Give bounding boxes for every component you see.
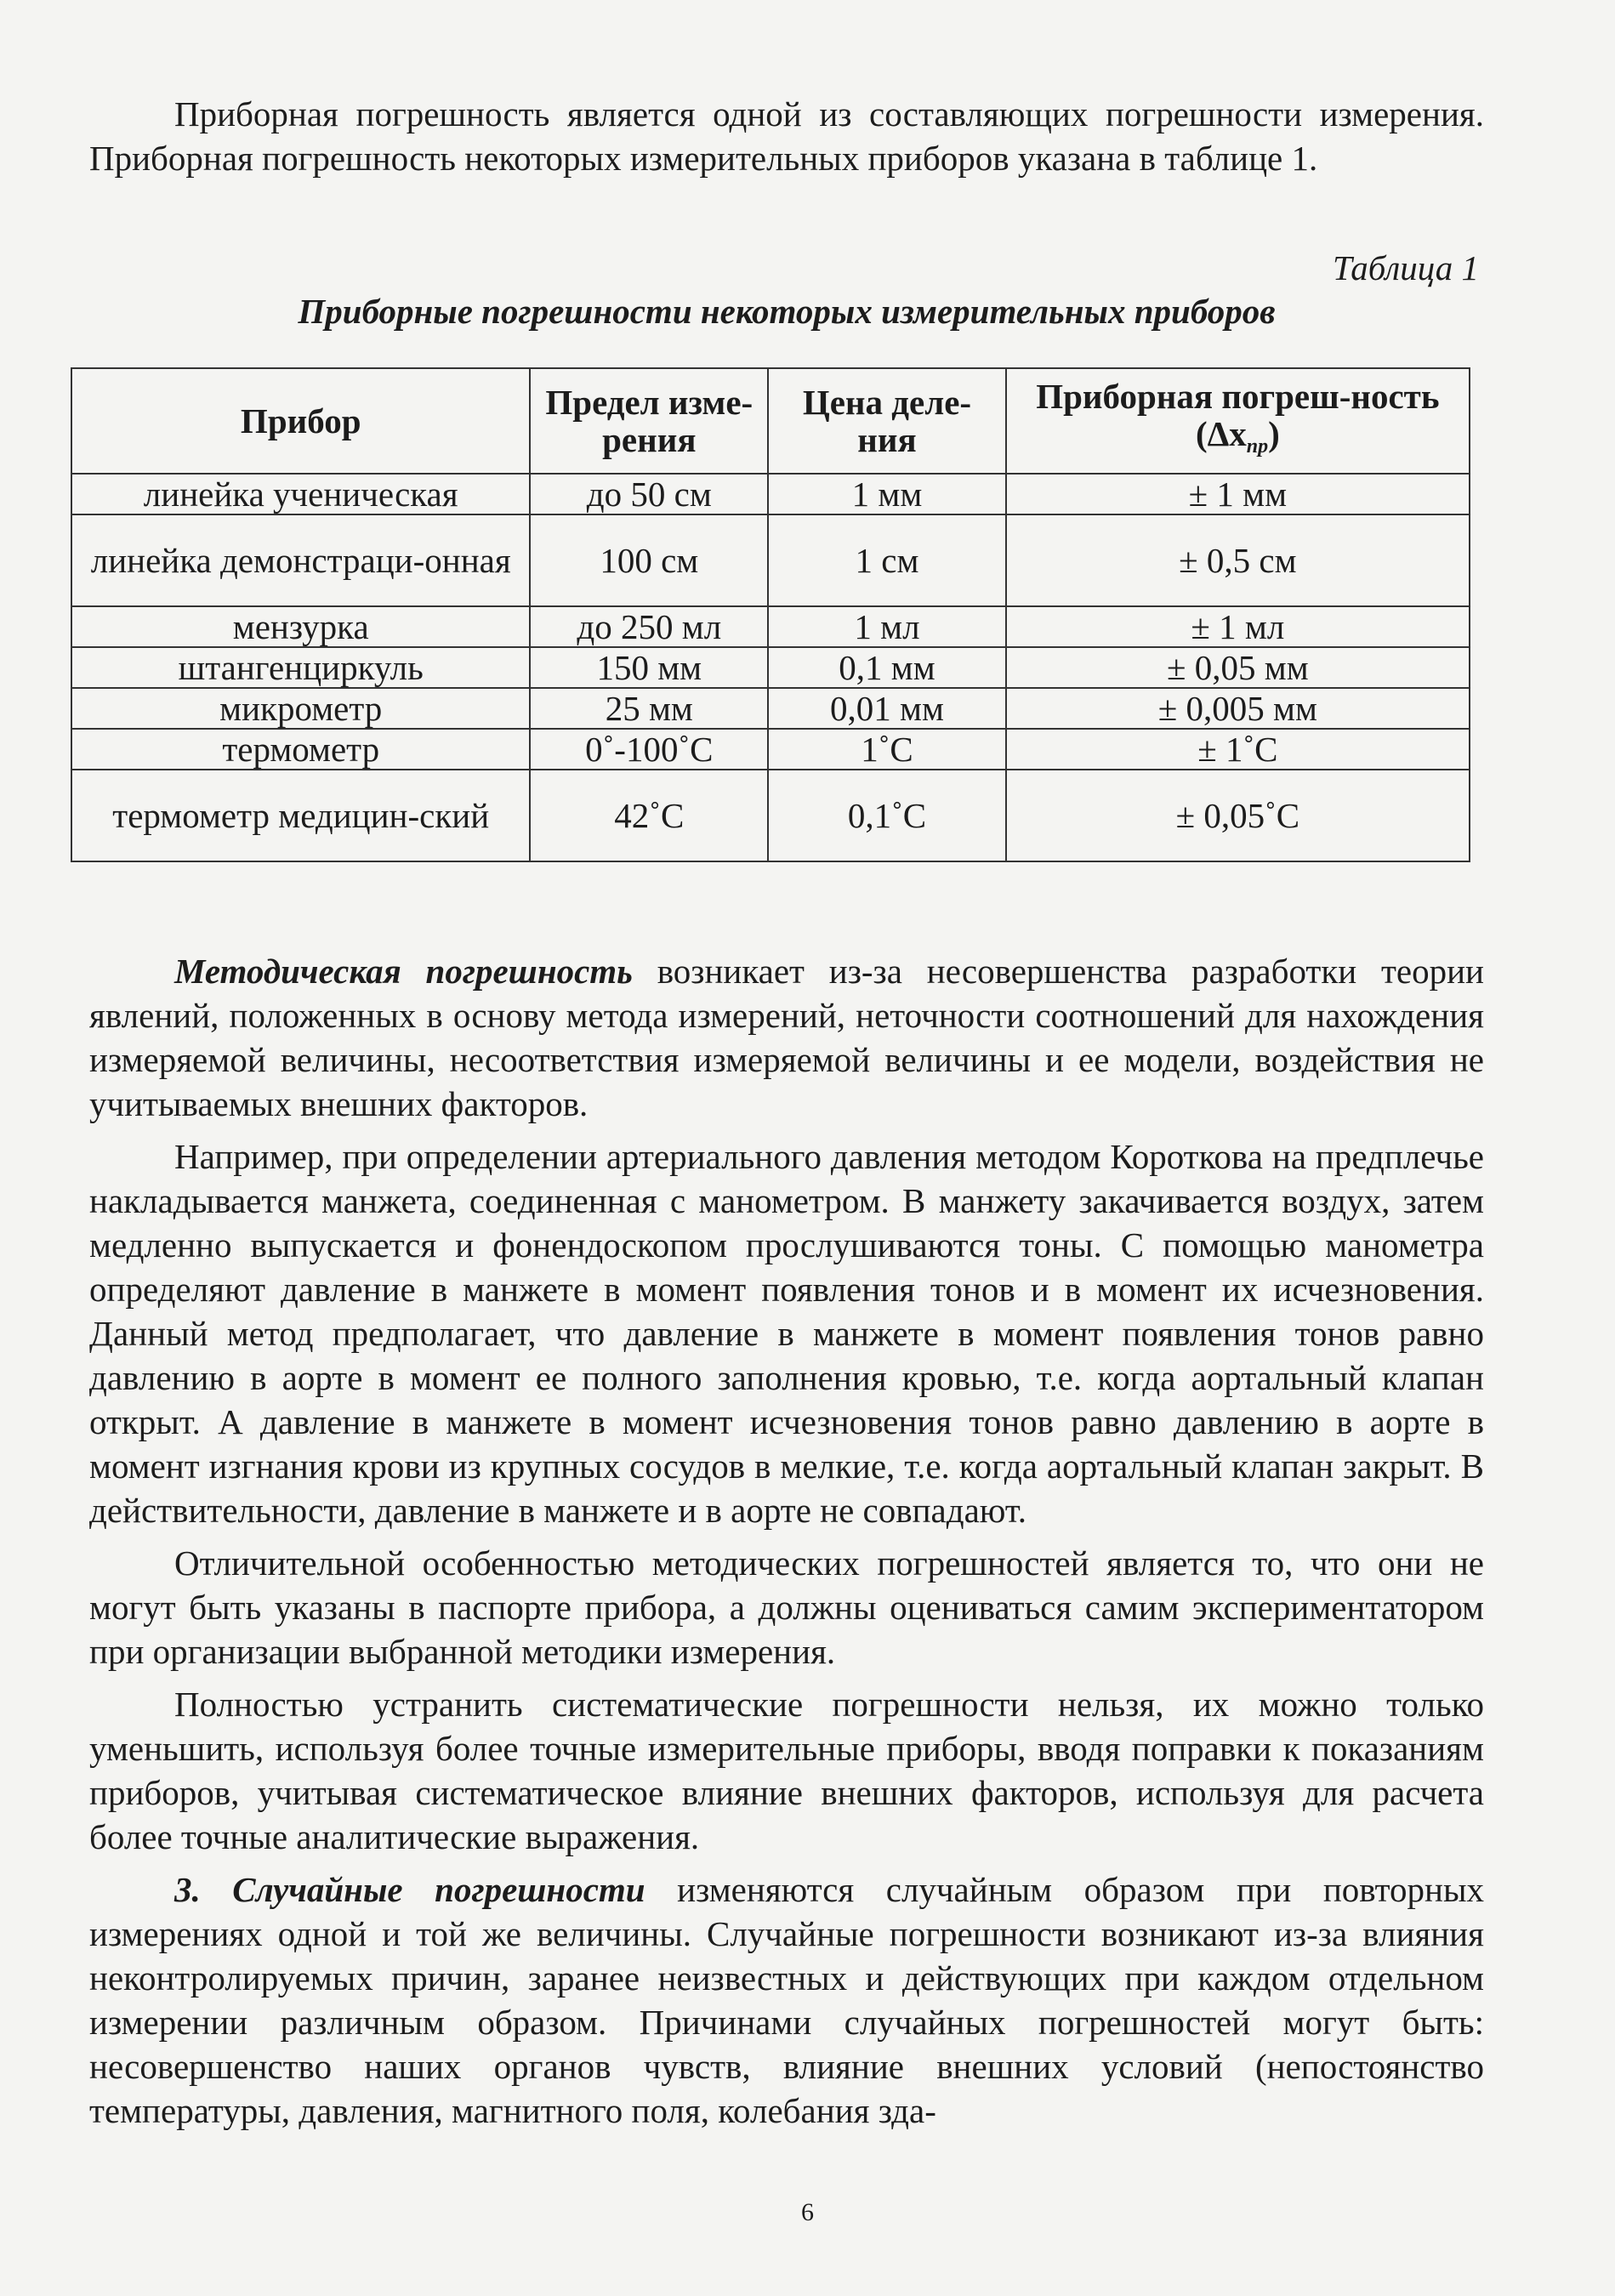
cell-division: 1 мл [768,606,1006,647]
distinct-paragraph: Отличительной особенностью методических погрешностей является то, что они не могут быть указаны в паспорте прибора, а должны оцениваться самим экспериментатором при организации выбранной методики измерения. [89,1543,1484,1671]
cell-device: мензурка [71,606,530,647]
instrument-errors-table [71,367,1470,862]
random-paragraph [89,1867,1484,2133]
table-caption: Таблица 1 [1332,248,1479,287]
cell-limit: 150 мм [530,647,768,688]
method-text: возникает из-за несовершенства разработки теории явлений, положенных в основу метода измерений, неточности соотношений для нахождения измеряемой величины, несоответствия измеряемой величины и ее модели, воздействия не учитываемых внешних факторов. [89,952,1484,1123]
cell-division: 0,01 мм [768,688,1006,729]
table-row [71,770,1470,861]
cell-device: микрометр [71,688,530,729]
table-row [71,688,1470,729]
header-error [1006,368,1470,474]
method-term: Методическая погрешность [174,952,633,991]
cell-device: термометр медицин-ский [71,770,530,861]
intro-text: Приборная погрешность является одной из составляющих погрешности измерения. Приборная погрешность некоторых измерительных приборов указана в таблице 1. [89,94,1484,178]
cell-error: ± 0,5 см [1006,514,1470,606]
cell-limit: 42˚С [530,770,768,861]
cell-device: термометр [71,729,530,770]
cell-limit: до 50 см [530,474,768,514]
cell-division: 1 мм [768,474,1006,514]
table-title: Приборные погрешности некоторых измерительных приборов [298,292,1276,331]
table-row [71,647,1470,688]
header-device: Прибор [71,368,530,474]
cell-error: ± 0,05˚С [1006,770,1470,861]
example-paragraph: Например, при определении артериального давления методом Короткова на предплечье накладывается манжета, соединенная с манометром. В манжету закачивается воздух, затем медленно выпускается и фонендоскопом прослушиваются тоны. С помощью манометра определяют давление в манжете в момент появления тонов и в момент их исчезновения. Данный метод предполагает, что давление в манжете в момент появления тонов равно давлению в аорте в момент ее полного заполнения кровью, т.е. когда аортальный клапан открыт. А давление в манжете в момент исчезновения тонов равно давлению в аорте в момент изгнания крови из крупных сосудов в мелкие, т.е. когда аортальный клапан закрыт. В действительности, давление в манжете и в аорте не совпадают. [89,1137,1484,1530]
cell-division: 0,1˚С [768,770,1006,861]
header-division: Цена деле-ния [768,368,1006,474]
random-text: изменяются случайным образом при повторных измерениях одной и той же величины. Случайные погрешности возникают из-за влияния неконтролируемых причин, заранее неизвестных и действующих при каждом отдельном измерении различным образом. Причинами случайных погрешностей могут быть: несовершенство наших органов чувств, влияние внешних условий (непостоянство температуры, давления, магнитного поля, колебания зда- [89,1870,1485,2130]
method-paragraph [89,949,1484,1126]
table-row [71,474,1470,514]
header-error-suffix: ) [1268,413,1280,453]
cell-limit: до 250 мл [530,606,768,647]
cell-error: ± 1 мл [1006,606,1470,647]
table-row [71,729,1470,770]
eliminate-paragraph: Полностью устранить систематические погрешности нельзя, их можно только уменьшить, используя более точные измерительные приборы, вводя поправки к показаниям приборов, учитывая систематическое влияние внешних факторов, используя для расчета более точные аналитические выражения. [89,1685,1484,1856]
cell-limit: 0˚-100˚С [530,729,768,770]
intro-paragraph [89,92,1484,180]
body-text [89,949,1484,2133]
cell-error: ± 0,05 мм [1006,647,1470,688]
cell-error: ± 0,005 мм [1006,688,1470,729]
cell-error: ± 1 мм [1006,474,1470,514]
table-row [71,606,1470,647]
random-term: 3. Случайные погрешности [174,1870,645,1909]
cell-limit: 25 мм [530,688,768,729]
cell-device: линейка демонстраци-онная [71,514,530,606]
table-header-row [71,368,1470,474]
table-row [71,514,1470,606]
cell-division: 1˚С [768,729,1006,770]
cell-division: 0,1 мм [768,647,1006,688]
header-error-prefix: Приборная погреш-ность (Δx [1036,376,1440,453]
header-limit: Предел изме-рения [530,368,768,474]
cell-error: ± 1˚С [1006,729,1470,770]
cell-device: линейка ученическая [71,474,530,514]
page-number: 6 [801,2198,814,2226]
cell-division: 1 см [768,514,1006,606]
cell-limit: 100 см [530,514,768,606]
cell-device: штангенциркуль [71,647,530,688]
header-error-subscript: пр [1246,435,1269,457]
